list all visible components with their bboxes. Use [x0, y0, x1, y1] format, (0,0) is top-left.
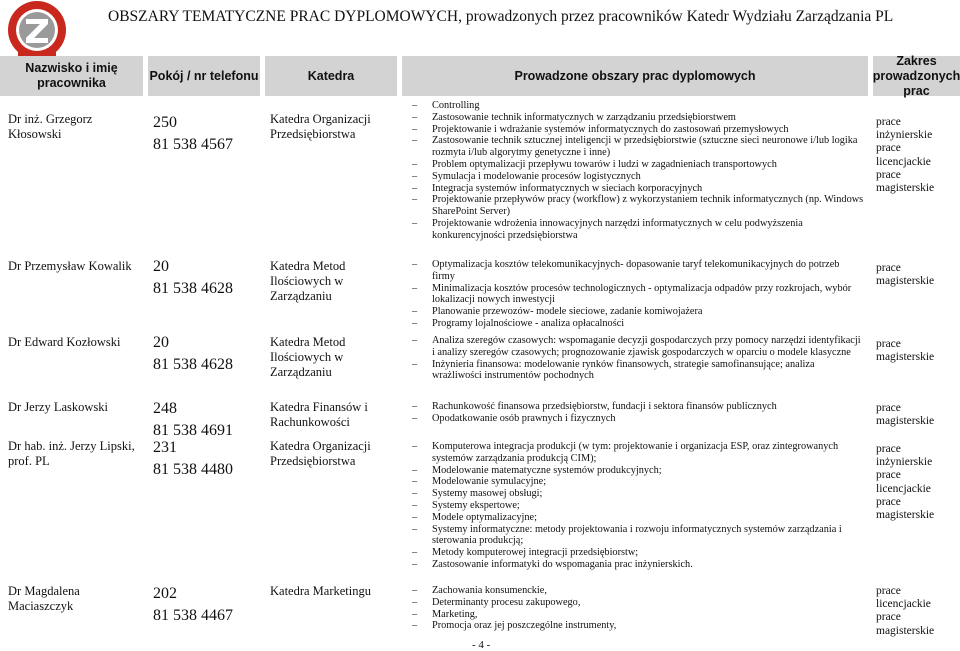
list-item: – Planowanie przewozów- modele sieciowe, zadanie komiwojażera — [404, 306, 864, 318]
thesis-scope: prace inżynierskie prace licencjackie prace magisterskie — [876, 116, 935, 195]
list-item: – Zastosowanie informatyki do wspomagania prac inżynierskich. — [404, 559, 864, 571]
room-number: 248 — [153, 400, 177, 417]
header-areas: Prowadzone obszary prac dyplomowych — [402, 56, 868, 96]
employee-name: Dr hab. inż. Jerzy Lipski, prof. PL — [8, 439, 135, 468]
list-item: – Determinanty procesu zakupowego, — [404, 597, 864, 609]
room-number: 20 — [153, 334, 169, 351]
department: Katedra Finansów i Rachunkowości — [270, 400, 368, 429]
thesis-scope: prace magisterskie — [876, 402, 935, 428]
list-item: – Opodatkowanie osób prawnych i fizycznych — [404, 413, 864, 425]
list-item: – Problem optymalizacji przepływu towarów i ludzi w zagadnieniach transportowych — [404, 159, 864, 171]
thesis-areas — [404, 335, 864, 382]
list-item: – Marketing, — [404, 609, 864, 621]
list-item: – Modelowanie symulacyjne; — [404, 476, 864, 488]
room-phone — [153, 583, 233, 627]
list-item: – Zachowania konsumenckie, — [404, 585, 864, 597]
employee-name: Dr Magdalena Maciaszczyk — [8, 584, 80, 613]
thesis-scope: prace magisterskie — [876, 338, 935, 364]
list-item: – Projektowanie i wdrażanie systemów informatycznych do zastosowań przemysłowych — [404, 124, 864, 136]
list-item: – Modelowanie matematyczne systemów produkcyjnych; — [404, 465, 864, 477]
employee-name: Dr Przemysław Kowalik — [8, 259, 132, 273]
list-item: – Projektowanie przepływów pracy (workflow) z wykorzystaniem technik informatycznych (np. Windows SharePoint Server) — [404, 194, 864, 218]
list-item: – Projektowanie wdrożenia innowacyjnych narzędzi informatycznych w celu podwyższenia konkurencyjności przedsiębiorstwa — [404, 218, 864, 242]
list-item: – Zastosowanie technik sztucznej inteligencji w przedsiębiorstwie (sztuczne sieci neuronowe i/lub logika rozmyta i/lub algorytmy genetyczne i inne) — [404, 135, 864, 159]
phone-number: 81 538 4467 — [153, 607, 233, 624]
header-dept: Katedra — [265, 56, 397, 96]
list-item: – Integracja systemów informatycznych w sieciach korporacyjnych — [404, 183, 864, 195]
room-number: 20 — [153, 258, 169, 275]
list-item: – Symulacja i modelowanie procesów logistycznych — [404, 171, 864, 183]
room-phone — [153, 398, 233, 442]
list-item: – Systemy ekspertowe; — [404, 500, 864, 512]
document-title: OBSZARY TEMATYCZNE PRAC DYPLOMOWYCH, prowadzonych przez pracowników Katedr Wydziału Zarządzania PL — [108, 8, 894, 25]
list-item: – Minimalizacja kosztów procesów technologicznych - optymalizacja odpadów przy rozkrojach, wybór lokalizacji nowych inwestycji — [404, 283, 864, 307]
room-phone — [153, 332, 233, 376]
list-item: – Optymalizacja kosztów telekomunikacyjnych- dopasowanie taryf telekomunikacyjnych do potrzeb firmy — [404, 259, 864, 283]
list-item: – Systemy masowej obsługi; — [404, 488, 864, 500]
phone-number: 81 538 4480 — [153, 461, 233, 478]
department: Katedra Marketingu — [270, 584, 372, 598]
thesis-areas — [404, 100, 864, 242]
room-phone — [153, 112, 233, 156]
list-item: – Rachunkowość finansowa przedsiębiorstw, fundacji i sektora finansów publicznych — [404, 401, 864, 413]
employee-name: Dr Jerzy Laskowski — [8, 400, 108, 414]
list-item: – Controlling — [404, 100, 864, 112]
header-room: Pokój / nr telefonu — [148, 56, 260, 96]
employee-name: Dr inż. Grzegorz Kłosowski — [8, 112, 93, 141]
thesis-scope: prace licencjackie prace magisterskie — [876, 585, 935, 637]
room-phone — [153, 256, 233, 300]
thesis-areas — [404, 259, 864, 330]
header-name: Nazwisko i imię pracownika — [0, 56, 143, 96]
room-phone — [153, 437, 233, 481]
list-item: – Inżynieria finansowa: modelowanie rynków finansowych, strategie samofinansujące; analiza wrażliwości instrumentów pochodnych — [404, 359, 864, 383]
department: Katedra Metod Ilościowych w Zarządzaniu — [270, 335, 346, 379]
employee-name: Dr Edward Kozłowski — [8, 335, 121, 349]
room-number: 231 — [153, 439, 177, 456]
phone-number: 81 538 4567 — [153, 136, 233, 153]
phone-number: 81 538 4628 — [153, 356, 233, 373]
list-item: – Programy lojalnościowe - analiza opłacalności — [404, 318, 864, 330]
thesis-scope: prace inżynierskie prace licencjackie prace magisterskie — [876, 443, 935, 522]
room-number: 202 — [153, 585, 177, 602]
list-item: – Komputerowa integracja produkcji (w tym: projektowanie i organizacja ESP, oraz zintegrowanych systemów zarządzania produkcją CIM); — [404, 441, 864, 465]
list-item: – Promocja oraz jej poszczególne instrumenty, — [404, 620, 864, 632]
page-number: - 4 - — [472, 639, 491, 651]
list-item: – Analiza szeregów czasowych: wspomaganie decyzji gospodarczych przy pomocy narzędzi identyfikacji i analizy szeregów czasowych; prognozowanie zjawisk gospodarczych w oparciu o modele klasyczne — [404, 335, 864, 359]
thesis-areas — [404, 441, 864, 571]
department: Katedra Metod Ilościowych w Zarządzaniu — [270, 259, 346, 303]
room-number: 250 — [153, 114, 177, 131]
department: Katedra Organizacji Przedsiębiorstwa — [270, 439, 371, 468]
politechnika-lubelska-logo — [4, 0, 70, 62]
list-item: – Zastosowanie technik informatycznych w zarządzaniu przedsiębiorstwem — [404, 112, 864, 124]
department: Katedra Organizacji Przedsiębiorstwa — [270, 112, 371, 141]
phone-number: 81 538 4628 — [153, 280, 233, 297]
phone-number: 81 538 4691 — [153, 422, 233, 439]
list-item: – Systemy informatyczne: metody projektowania i rozwoju informatycznych systemów zarządzania i sterowania produkcją; — [404, 524, 864, 548]
thesis-scope: prace magisterskie — [876, 262, 935, 288]
header-scope: Zakres prowadzonych prac — [872, 53, 960, 98]
list-item: – Modele optymalizacyjne; — [404, 512, 864, 524]
thesis-areas — [404, 585, 864, 632]
thesis-areas — [404, 401, 864, 425]
list-item: – Metody komputerowej integracji przedsiębiorstw; — [404, 547, 864, 559]
